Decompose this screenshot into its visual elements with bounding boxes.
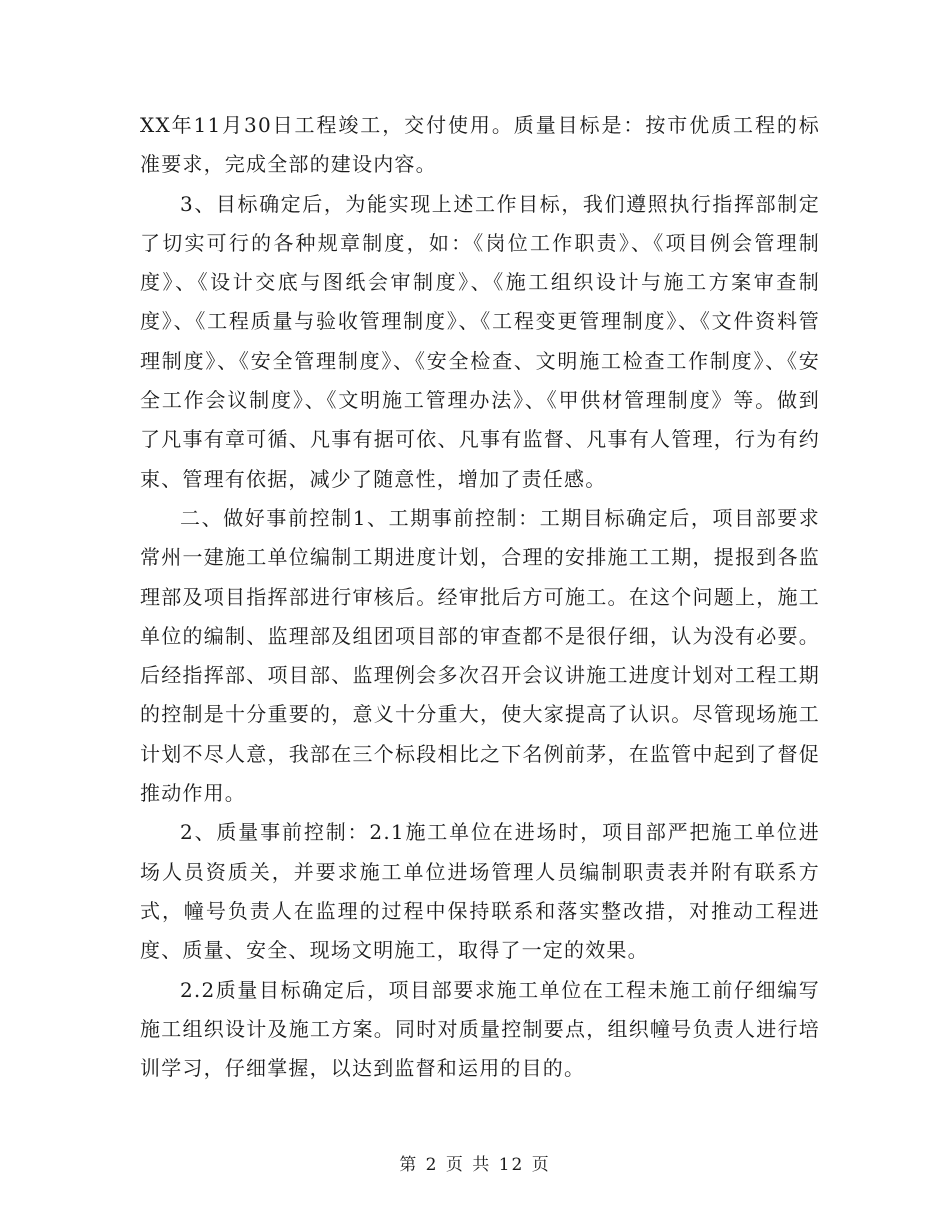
paragraph-schedule-pre-control: 二、做好事前控制1、工期事前控制：工期目标确定后，项目部要求常州一建施工单位编制工期进度计划，合理的安排施工工期，提报到各监理部及项目指挥部进行审核后。经审批后方可施工。在这个问题上，施工单位的编制、监理部及组团项目部的审查都不是很仔细，认为没有必要。后经指挥部、项目部、监理例会多次召开会议讲施工进度计划对工程工期的控制是十分重要的，意义十分重大，使大家提高了认识。尽管现场施工计划不尽人意，我部在三个标段相比之下名例前茅，在监管中起到了督促推动作用。 bbox=[140, 505, 820, 806]
paragraph-quality-target-training: 2.2质量目标确定后，项目部要求施工单位在工程未施工前仔细编写施工组织设计及施工方案。同时对质量控制要点，组织幢号负责人进行培训学习，仔细掌握，以达到监督和运用的目的。 bbox=[140, 977, 820, 1081]
paragraph-completion-date: XX年11月30日工程竣工，交付使用。质量目标是：按市优质工程的标准要求，完成全部的建设内容。 bbox=[140, 113, 820, 177]
page-number-footer: 第 2 页 共 12 页 bbox=[399, 1155, 551, 1175]
document-body bbox=[140, 106, 820, 1088]
paragraph-quality-pre-control: 2、质量事前控制：2.1施工单位在进场时，项目部严把施工单位进场人员资质关，并要求施工单位进场管理人员编制职责表并附有联系方式，幢号负责人在监理的过程中保持联系和落实整改措，对推动工程进度、质量、安全、现场文明施工，取得了一定的效果。 bbox=[140, 820, 820, 963]
paragraph-rules-and-regulations: 3、目标确定后，为能实现上述工作目标，我们遵照执行指挥部制定了切实可行的各种规章制度，如：《岗位工作职责》、《项目例会管理制度》、《设计交底与图纸会审制度》、《施工组织设计与施工方案审查制度》、《工程质量与验收管理制度》、《工程变更管理制度》、《文件资料管理制度》、《安全管理制度》、《安全检查、文明施工检查工作制度》、《安全工作会议制度》、《文明施工管理办法》、《甲供材管理制度》等。做到了凡事有章可循、凡事有据可依、凡事有监督、凡事有人管理，行为有约束、管理有依据，减少了随意性，增加了责任感。 bbox=[140, 191, 820, 491]
